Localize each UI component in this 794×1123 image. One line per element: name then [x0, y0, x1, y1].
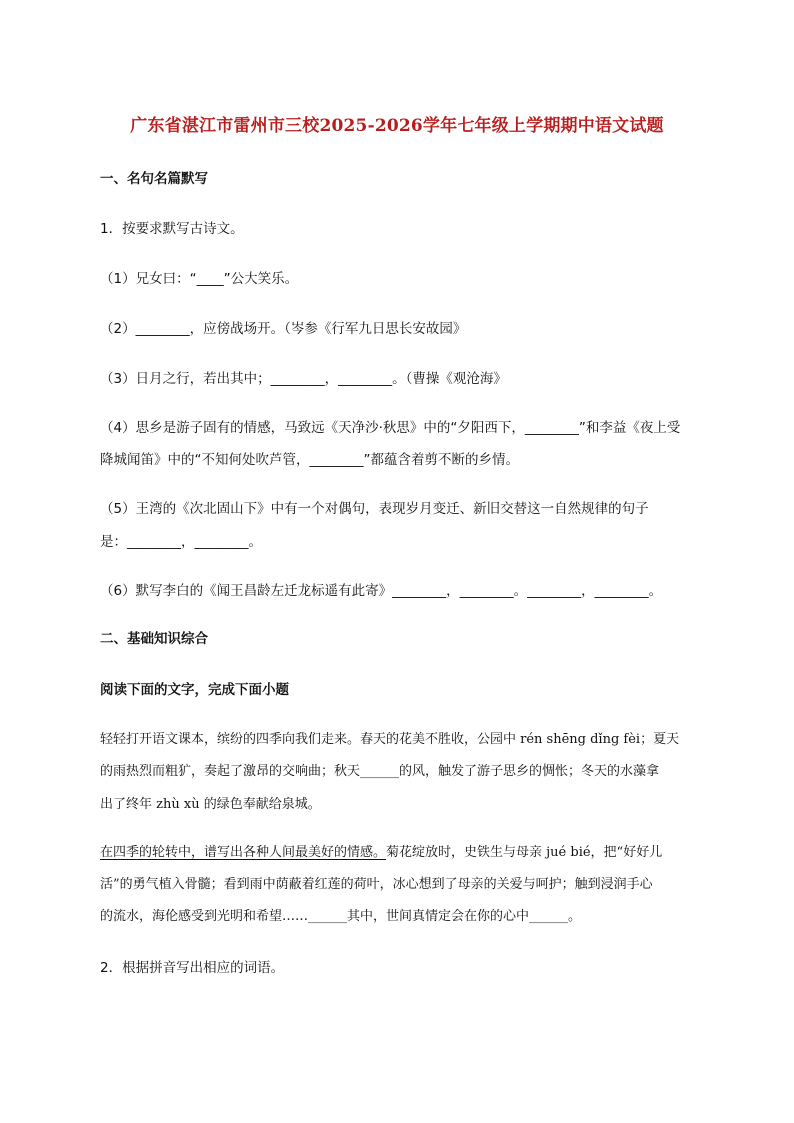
question-1-item-4-line-1: （4）思乡是游子固有的情感，马致远《天净沙·秋思》中的“夕阳西下，________”和李益《夜上受 [100, 420, 681, 436]
reading-instruction: 阅读下面的文字，完成下面小题 [100, 682, 289, 698]
question-1: 1．按要求默写古诗文。 [100, 221, 244, 237]
document-title: 广东省湛江市雷州市三校2025-2026学年七年级上学期期中语文试题 [130, 116, 664, 136]
passage2-line-1 [100, 844, 662, 862]
passage-line-3: 出了终年 zhù xù 的绿色奉献给泉城。 [100, 797, 321, 812]
section-heading-1: 一、名句名篇默写 [100, 171, 208, 187]
question-1-item-3: （3）日月之行，若出其中；________，________。（曹操《观沧海》 [100, 371, 507, 387]
section-heading-2: 二、基础知识综合 [100, 631, 208, 647]
passage2-line-1-rest: 菊花绽放时，史铁生与母亲 jué bié，把“好好儿 [386, 845, 663, 860]
question-2: 2．根据拼音写出相应的词语。 [100, 960, 285, 976]
question-1-item-4-line-2: 降城闻笛》中的“不知何处吹芦管，________”都蕴含着剪不断的乡情。 [100, 452, 519, 468]
question-1-item-5-line-2: 是：________，________。 [100, 534, 262, 550]
passage2-line-2: 活”的勇气植入骨髓；看到雨中荫蔽着红莲的荷叶，冰心想到了母亲的关爱与呵护；触到浸润手心 [100, 877, 653, 892]
passage2-underlined-sentence: 在四季的轮转中，谱写出各种人间最美好的情感。 [100, 845, 387, 860]
passage2-line-3: 的流水，海伦感受到光明和希望……______其中，世间真情定会在你的心中______。 [100, 909, 582, 924]
question-1-item-2: （2）________，应傍战场开。（岑参《行军九日思长安故园》 [100, 321, 467, 337]
passage-line-2: 的雨热烈而粗犷，奏起了激昂的交响曲；秋天______的风，触发了游子思乡的惆怅；冬天的水藻拿 [100, 764, 660, 779]
passage-line-1: 轻轻打开语文课本，缤纷的四季向我们走来。春天的花美不胜收，公园中 rén shēng dǐng fèi；夏天 [100, 732, 680, 747]
question-1-item-5-line-1: （5）王湾的《次北固山下》中有一个对偶句，表现岁月变迁、新旧交替这一自然规律的句子 [100, 501, 649, 517]
question-1-item-6: （6）默写李白的《闻王昌龄左迁龙标遥有此寄》________，________。________，________。 [100, 583, 663, 599]
question-1-item-1: （1）兄女曰：“____”公大笑乐。 [100, 271, 299, 287]
